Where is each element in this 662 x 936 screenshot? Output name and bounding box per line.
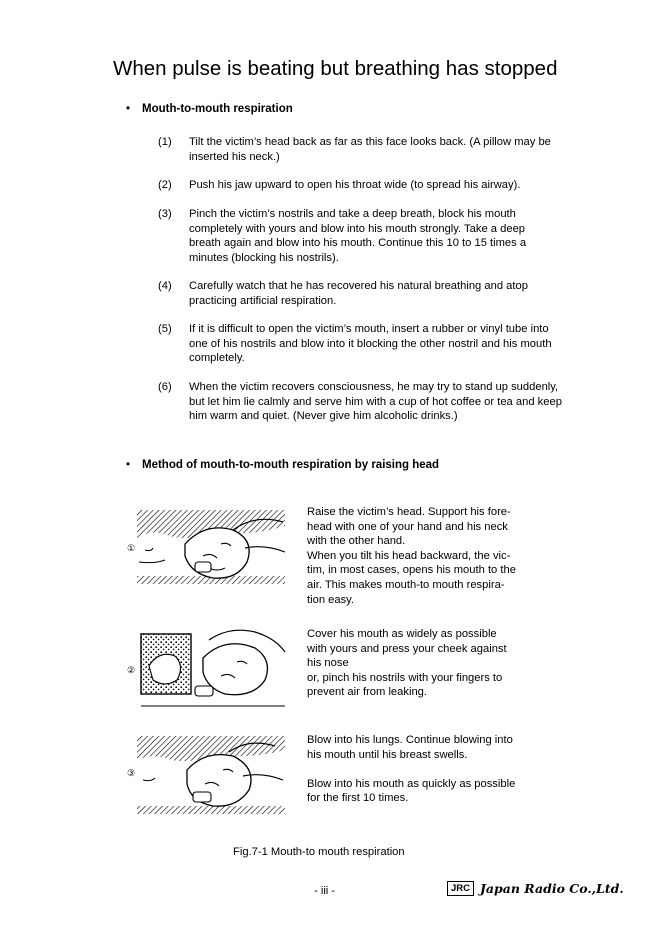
illustration-cover-mouth	[125, 626, 293, 712]
description-line: Cover his mouth as widely as possible	[307, 628, 497, 640]
step-text-line: completely.	[189, 352, 245, 365]
description-line: head with one of your hand and his neck	[307, 520, 508, 533]
section-heading-text: Mouth-to-mouth respiration	[142, 103, 293, 115]
description-line: his mouth until his breast swells.	[307, 748, 468, 761]
description-line: When you tilt his head backward, the vic-	[307, 549, 511, 562]
step-text-line: When the victim recovers consciousness, he may try to stand up suddenly,	[189, 381, 559, 393]
description-line: Raise the victim’s head. Support his fore-	[307, 506, 511, 518]
description-line: prevent air from leaking.	[307, 686, 428, 699]
step-text-line: minutes (blocking his nostrils).	[189, 251, 339, 264]
bullet-icon: •	[126, 459, 131, 471]
step-text-line: If it is difficult to open the victim’s mouth, insert a rubber or vinyl tube into	[189, 323, 549, 335]
logo-box-text: JRC	[447, 881, 474, 896]
figure-description-3	[307, 733, 547, 806]
figure-marker-1: ①	[127, 543, 136, 553]
description-line: with the other hand.	[307, 535, 406, 548]
section-heading-mouth-to-mouth	[126, 103, 293, 115]
page-number: - iii -	[314, 885, 336, 897]
figure-marker-2: ②	[127, 665, 136, 675]
figure-marker-3: ③	[127, 768, 136, 778]
step-number: (4)	[158, 280, 172, 292]
description-line	[307, 762, 547, 777]
company-logo	[447, 881, 624, 896]
description-line: Blow into his lungs. Continue blowing into	[307, 734, 513, 746]
logo-company-name: Japan Radio Co.,Ltd.	[480, 881, 624, 896]
figure-caption: Fig.7-1 Mouth-to mouth respiration	[233, 846, 405, 858]
figure-description-2	[307, 627, 547, 700]
description-line: or, pinch his nostrils with your fingers to	[307, 671, 503, 684]
description-line: tim, in most cases, opens his mouth to the	[307, 564, 516, 577]
step-2	[158, 178, 603, 193]
step-text-line: Push his jaw upward to open his throat wide (to spread his airway).	[189, 179, 521, 191]
step-number: (2)	[158, 179, 172, 191]
step-text-line: him warm and quiet. (Never give him alcoholic drinks.)	[189, 410, 458, 423]
step-5	[158, 322, 603, 366]
description-line: tion easy.	[307, 593, 355, 606]
step-4	[158, 279, 603, 308]
bullet-icon: •	[126, 103, 131, 115]
step-text-line: one of his nostrils and blow into it blocking the other nostril and his mouth	[189, 337, 552, 350]
step-text-line: Pinch the victim’s nostrils and take a deep breath, block his mouth	[189, 208, 516, 220]
step-text-line: but let him lie calmly and serve him with a cup of hot coffee or tea and keep	[189, 395, 562, 408]
description-line: Blow into his mouth as quickly as possible	[307, 777, 516, 790]
figure-description-1	[307, 505, 547, 607]
step-number: (1)	[158, 136, 172, 148]
step-text-line: Tilt the victim’s head back as far as this face looks back. (A pillow may be	[189, 136, 551, 148]
description-line: his nose	[307, 657, 349, 670]
description-line: with yours and press your cheek against	[307, 642, 507, 655]
illustration-raise-head	[125, 504, 293, 588]
page-title: When pulse is beating but breathing has stopped	[113, 57, 558, 80]
step-3	[158, 207, 603, 265]
description-line: for the first 10 times.	[307, 792, 409, 805]
step-text-line: breath again and blow into his mouth. Continue this 10 to 15 times a	[189, 237, 527, 250]
illustration-blow-into-lungs	[125, 730, 293, 816]
step-number: (5)	[158, 323, 172, 335]
description-line: air. This makes mouth-to mouth respira-	[307, 578, 505, 591]
step-number: (3)	[158, 208, 172, 220]
step-1	[158, 135, 603, 164]
step-text-line: practicing artificial respiration.	[189, 294, 337, 307]
step-text-line: completely with yours and blow into his mouth strongly. Take a deep	[189, 222, 526, 235]
step-number: (6)	[158, 381, 172, 393]
step-text-line: inserted his neck.)	[189, 150, 280, 163]
section-heading-text: Method of mouth-to-mouth respiration by raising head	[142, 459, 440, 471]
step-6	[158, 380, 603, 424]
section-heading-raising-head	[126, 459, 439, 471]
step-text-line: Carefully watch that he has recovered his natural breathing and atop	[189, 280, 528, 292]
